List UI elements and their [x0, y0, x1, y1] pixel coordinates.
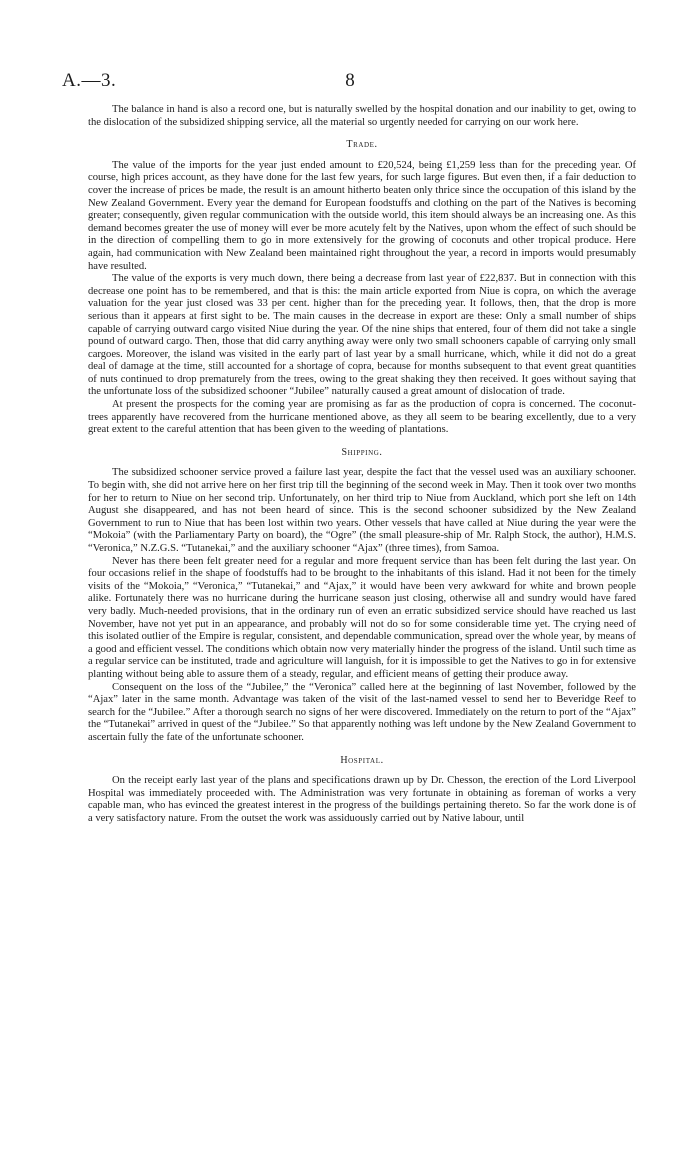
hospital-paragraph-1: On the receipt early last year of the plans and specifications drawn up by Dr. Chesson, the erection of the Lord Liverpool Hospital was immediately proceeded with. The Administration was very fortunate in obtaining as foreman of works a very capable man, who has evinced the greatest interest in the progress of the buildings pertaining thereto. So far the work done is of a very satisfactory nature. From the outset the work was assiduously carried out by Native labour, until	[88, 775, 636, 824]
trade-heading: Trade.	[346, 139, 378, 151]
trade-paragraph-3: At present the prospects for the coming year are promising as far as the production of copra is concerned. The coconut-trees apparently have recovered from the hurricane mentioned above, as they all seem to be bearing excellently, due to a very great extent to the careful attention that has been given to the weeding of plantations.	[88, 399, 636, 436]
trade-paragraph-2: The value of the exports is very much down, there being a decrease from last year of £22,837. But in connection with this decrease one point has to be remembered, and that is this: the main article exported from Niue is copra, on which the average valuation for the year just closed was 33 per cent. higher than for the preceding year. It follows, then, that the drop is more serious than it appears at first sight to be. The main causes in the decrease in export are these: Only a small number of ships capable of carrying outward cargo visited Niue during the year. Of the nine ships that entered, four of them did not take a single pound of outward cargo. Then, those that did carry anything away were only two small schooners capable of carrying only small cargoes. Moreover, the island was visited in the early part of last year by a small hurricane, which, while it did not do a great deal of damage at the time, still accounted for a shortage of copra, because for months subsequent to that event great quantities of nuts continued to drop prematurely from the trees, owing to the great shaking they then received. It goes without saying that the unfortunate loss of the subsidized schooner “Jubilee” naturally caused a great amount of dislocation of trade.	[88, 273, 636, 398]
shipping-paragraph-1: The subsidized schooner service proved a failure last year, despite the fact that the vessel used was an auxiliary schooner. To begin with, she did not arrive here on her first trip till the beginning of the second week in May. Then it took over two months for her to return to Niue on her second trip. Unfortunately, on her third trip to Niue from Auckland, which port she left on 14th August she disappeared, and has not been heard of since. This is the second schooner subsidized by the New Zealand Government to run to Niue that has been lost within two years. Other vessels that have called at Niue during the year were the “Mokoia” (with the Parliamentary Party on board), the “Ogre” (the small pleasure-ship of Mr. Ralph Stock, the author), H.M.S. “Veronica,” N.Z.G.S. “Tutanekai,” and the auxiliary schooner “Ajax” (three times), from Samoa.	[88, 467, 636, 554]
trade-paragraph-1: The value of the imports for the year just ended amount to £20,524, being £1,259 less than for the preceding year. Of course, high prices account, as they have done for the last few years, for such large figures. But even then, if a fair deduction to cover the increase of prices be made, the result is an amount hitherto beaten only thrice since the occupation of this island by the New Zealand Government. Every year the demand for European foodstuffs and clothing on the part of the Natives is becoming greater; consequently, given regular communication with the outside world, this item should always be an increasing one. As this demand becomes greater the use of money will ever be more acutely felt by the Natives, upon whom the effect of such should be in the direction of compelling them to go in more extensively for the growing of coconuts and other tropical produce. Here again, had communication with New Zealand been maintained right throughout the year, a record in imports would presumably have resulted.	[88, 159, 636, 272]
page-header	[62, 70, 638, 94]
hospital-heading: Hospital.	[340, 754, 384, 766]
intro-paragraph: The balance in hand is also a record one, but is naturally swelled by the hospital donation and our inability to get, owing to the dislocation of the subsidized shipping service, all the material so urgently needed for carrying on our work here.	[88, 104, 636, 128]
page-number: 8	[345, 70, 355, 91]
shipping-heading: Shipping.	[341, 446, 383, 458]
document-reference: A.—3.	[62, 70, 117, 91]
shipping-paragraph-2: Never has there been felt greater need for a regular and more frequent service than has been felt during the last year. On four occasions relief in the shape of foodstuffs had to be brought to the inhabitants of this island. Had it not been for the timely visits of the “Mokoia,” “Veronica,” “Tutanekai,” and “Ajax,” it would have been very awkward for white and brown people alike. Fortunately there was no hurricane during the hurricane season just closing, otherwise all and sundry would have fared very badly. Much-needed provisions, that in the ordinary run of even an erratic subsidized service should have reached us last November, have not yet put in an appearance, and probably will not do so for some considerable time yet. The crying need of this isolated outlier of the Empire is regular, consistent, and dependable communication, spread over the whole year, by means of a good and efficient vessel. The conditions which obtain now very materially hinder the progress of the island. Until such time as a regular service can be instituted, trade and agriculture will languish, for it is impossible to get the Natives to go in for extensive planting without being able to assure them of a steady, regular, and efficient means of getting their produce away.	[88, 555, 636, 680]
shipping-paragraph-3: Consequent on the loss of the “Jubilee,” the “Veronica” called here at the beginning of last November, followed by the “Ajax” later in the same month. Advantage was taken of the visit of the last-named vessel to send her to Beveridge Reef to search for the “Jubilee.” After a thorough search no signs of her were discovered. Immediately on the return to port of the “Ajax” the “Tutanekai” arrived in quest of the “Jubilee.” So that apparently nothing was left undone by the New Zealand Government to ascertain fully the fate of the unfortunate schooner.	[88, 681, 636, 743]
body-text	[88, 104, 636, 825]
